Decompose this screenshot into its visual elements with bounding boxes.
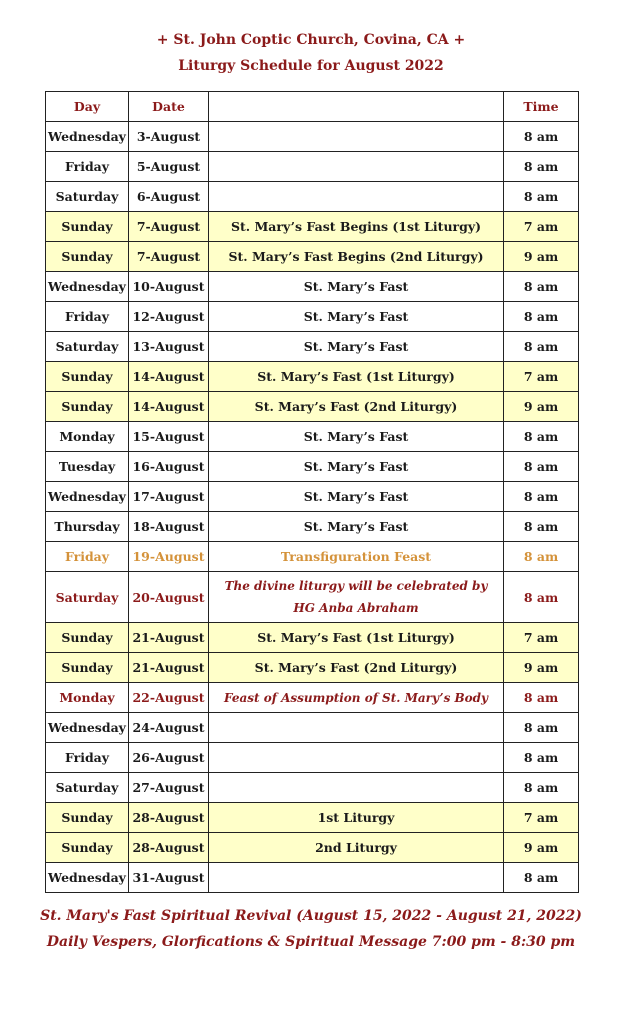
time-cell: 9 am	[504, 242, 579, 272]
date-cell: 28-August	[129, 833, 209, 863]
table-row	[46, 332, 579, 362]
time-cell: 8 am	[504, 572, 579, 623]
day-cell: Saturday	[46, 332, 129, 362]
day-cell: Sunday	[46, 212, 129, 242]
day-cell: Saturday	[46, 572, 129, 623]
table-row	[46, 152, 579, 182]
column-header-date: Date	[129, 92, 209, 122]
time-cell: 8 am	[504, 302, 579, 332]
day-cell: Sunday	[46, 242, 129, 272]
date-cell: 20-August	[129, 572, 209, 623]
occasion-line-1: The divine liturgy will be celebrated by	[224, 579, 488, 593]
occasion-cell: St. Mary’s Fast (2nd Liturgy)	[209, 653, 504, 683]
occasion-cell: St. Mary’s Fast Begins (2nd Liturgy)	[209, 242, 504, 272]
occasion-cell: St. Mary’s Fast	[209, 422, 504, 452]
occasion-cell	[209, 743, 504, 773]
table-header-row	[46, 92, 579, 122]
day-cell: Wednesday	[46, 713, 129, 743]
time-cell: 8 am	[504, 512, 579, 542]
date-cell: 7-August	[129, 242, 209, 272]
day-cell: Wednesday	[46, 482, 129, 512]
table-row	[46, 212, 579, 242]
date-cell: 16-August	[129, 452, 209, 482]
date-cell: 15-August	[129, 422, 209, 452]
table-row	[46, 482, 579, 512]
occasion-line-2: HG Anba Abraham	[293, 601, 419, 615]
table-row	[46, 623, 579, 653]
table-row	[46, 182, 579, 212]
table-row	[46, 542, 579, 572]
date-cell: 6-August	[129, 182, 209, 212]
time-cell: 8 am	[504, 152, 579, 182]
column-header-day: Day	[46, 92, 129, 122]
time-cell: 7 am	[504, 362, 579, 392]
date-cell: 3-August	[129, 122, 209, 152]
day-cell: Saturday	[46, 773, 129, 803]
table-row	[46, 362, 579, 392]
date-cell: 14-August	[129, 362, 209, 392]
date-cell: 27-August	[129, 773, 209, 803]
date-cell: 13-August	[129, 332, 209, 362]
time-cell: 8 am	[504, 272, 579, 302]
occasion-cell	[209, 152, 504, 182]
time-cell: 7 am	[504, 212, 579, 242]
date-cell: 28-August	[129, 803, 209, 833]
time-cell: 8 am	[504, 482, 579, 512]
occasion-cell	[209, 182, 504, 212]
time-cell: 8 am	[504, 332, 579, 362]
day-cell: Sunday	[46, 392, 129, 422]
column-header-time: Time	[504, 92, 579, 122]
time-cell: 9 am	[504, 653, 579, 683]
table-row	[46, 773, 579, 803]
day-cell: Thursday	[46, 512, 129, 542]
time-cell: 9 am	[504, 833, 579, 863]
occasion-cell: Transfiguration Feast	[209, 542, 504, 572]
occasion-cell: St. Mary’s Fast	[209, 332, 504, 362]
occasion-cell: St. Mary’s Fast (2nd Liturgy)	[209, 392, 504, 422]
vespers-note: Daily Vespers, Glorfications & Spiritual Message 7:00 pm - 8:30 pm	[46, 934, 576, 950]
date-cell: 7-August	[129, 212, 209, 242]
occasion-cell: St. Mary’s Fast	[209, 302, 504, 332]
date-cell: 14-August	[129, 392, 209, 422]
day-cell: Friday	[46, 302, 129, 332]
time-cell: 8 am	[504, 542, 579, 572]
table-row	[46, 452, 579, 482]
table-row	[46, 392, 579, 422]
occasion-cell: St. Mary’s Fast	[209, 512, 504, 542]
time-cell: 8 am	[504, 713, 579, 743]
table-row	[46, 422, 579, 452]
occasion-cell: St. Mary’s Fast (1st Liturgy)	[209, 623, 504, 653]
table-row	[46, 122, 579, 152]
day-cell: Sunday	[46, 803, 129, 833]
date-cell: 31-August	[129, 863, 209, 893]
date-cell: 10-August	[129, 272, 209, 302]
time-cell: 8 am	[504, 182, 579, 212]
date-cell: 24-August	[129, 713, 209, 743]
time-cell: 8 am	[504, 122, 579, 152]
table-row	[46, 512, 579, 542]
time-cell: 8 am	[504, 863, 579, 893]
day-cell: Sunday	[46, 653, 129, 683]
date-cell: 5-August	[129, 152, 209, 182]
occasion-cell	[209, 572, 504, 623]
day-cell: Friday	[46, 743, 129, 773]
occasion-cell: St. Mary’s Fast	[209, 452, 504, 482]
table-row	[46, 242, 579, 272]
day-cell: Sunday	[46, 833, 129, 863]
day-cell: Wednesday	[46, 272, 129, 302]
time-cell: 9 am	[504, 392, 579, 422]
occasion-cell: St. Mary’s Fast	[209, 482, 504, 512]
day-cell: Sunday	[46, 623, 129, 653]
time-cell: 8 am	[504, 683, 579, 713]
day-cell: Wednesday	[46, 863, 129, 893]
table-row	[46, 743, 579, 773]
date-cell: 17-August	[129, 482, 209, 512]
occasion-cell: Feast of Assumption of St. Mary’s Body	[209, 683, 504, 713]
occasion-cell	[209, 122, 504, 152]
revival-note: St. Mary's Fast Spiritual Revival (August 15, 2022 - August 21, 2022)	[40, 908, 582, 924]
date-cell: 21-August	[129, 653, 209, 683]
date-cell: 18-August	[129, 512, 209, 542]
day-cell: Tuesday	[46, 452, 129, 482]
occasion-cell: St. Mary’s Fast (1st Liturgy)	[209, 362, 504, 392]
time-cell: 7 am	[504, 803, 579, 833]
time-cell: 8 am	[504, 452, 579, 482]
table-row	[46, 713, 579, 743]
occasion-cell: 1st Liturgy	[209, 803, 504, 833]
day-cell: Friday	[46, 542, 129, 572]
table-row	[46, 272, 579, 302]
schedule-rows	[46, 122, 579, 893]
column-header-occasion	[209, 92, 504, 122]
table-row	[46, 833, 579, 863]
table-row	[46, 653, 579, 683]
church-title: + St. John Coptic Church, Covina, CA +	[156, 32, 466, 48]
time-cell: 8 am	[504, 422, 579, 452]
occasion-cell	[209, 713, 504, 743]
table-row	[46, 572, 579, 623]
date-cell: 19-August	[129, 542, 209, 572]
day-cell: Wednesday	[46, 122, 129, 152]
day-cell: Monday	[46, 422, 129, 452]
time-cell: 8 am	[504, 773, 579, 803]
date-cell: 22-August	[129, 683, 209, 713]
occasion-cell: 2nd Liturgy	[209, 833, 504, 863]
day-cell: Monday	[46, 683, 129, 713]
schedule-title: Liturgy Schedule for August 2022	[178, 58, 444, 74]
table-row	[46, 302, 579, 332]
liturgy-schedule-table	[45, 91, 579, 893]
occasion-cell: St. Mary’s Fast	[209, 272, 504, 302]
occasion-cell	[209, 773, 504, 803]
time-cell: 7 am	[504, 623, 579, 653]
day-cell: Friday	[46, 152, 129, 182]
occasion-cell	[209, 863, 504, 893]
occasion-cell: St. Mary’s Fast Begins (1st Liturgy)	[209, 212, 504, 242]
time-cell: 8 am	[504, 743, 579, 773]
table-row	[46, 863, 579, 893]
table-row	[46, 683, 579, 713]
date-cell: 26-August	[129, 743, 209, 773]
date-cell: 21-August	[129, 623, 209, 653]
date-cell: 12-August	[129, 302, 209, 332]
table-row	[46, 803, 579, 833]
day-cell: Sunday	[46, 362, 129, 392]
day-cell: Saturday	[46, 182, 129, 212]
